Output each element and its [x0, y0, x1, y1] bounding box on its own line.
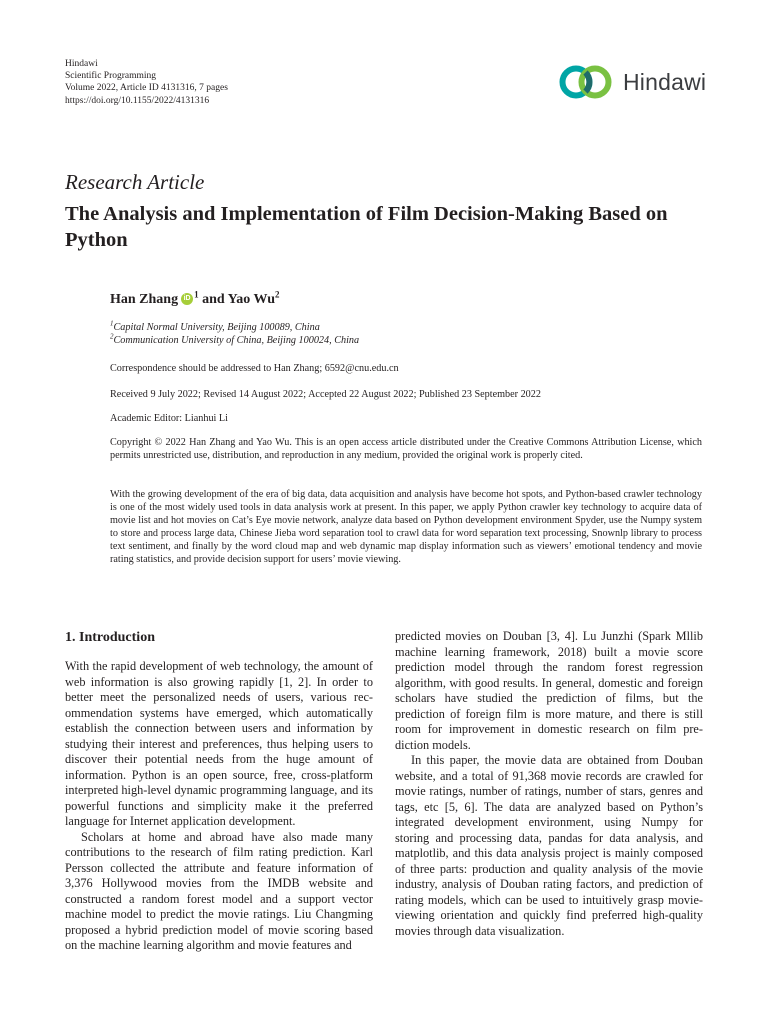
affiliation-marker: 2	[275, 289, 280, 300]
affiliation-marker: 1	[194, 289, 199, 300]
copyright-notice: Copyright © 2022 Han Zhang and Yao Wu. This is an open access article distributed under the Creative Commons Attribution License, which permits unrestricted use, distribution, and reproduction in any medium, provided the original work is properly cited.	[110, 437, 702, 461]
hindawi-logo-text: Hindawi	[623, 68, 707, 95]
journal-name: Scientific Programming	[65, 71, 157, 82]
body-column-right	[395, 629, 703, 939]
affiliation-line: $^2$Communication University of China, Beijing 100024, China	[110, 332, 360, 346]
volume-info: Volume 2022, Article ID 4131316, 7 pages	[65, 83, 228, 94]
section-heading: 1. Introduction	[65, 630, 155, 645]
author-name[interactable]: Yao Wu	[227, 292, 275, 307]
hindawi-logo	[557, 62, 706, 102]
author-separator: and	[198, 292, 228, 307]
affiliations	[110, 321, 702, 347]
paragraph: Scholars at home and abroad have also made many contributions to the research of film rating prediction. Karl Persson collected the attribute and feature information of 3,376 Hollywood movies from the IMDB website and constructed a random forest model and a support vector machine model to predict the movie ratings. Liu Changming proposed a hybrid prediction model of movie scoring based on the machine learning algorithm and movie features and	[65, 829, 373, 952]
hindawi-logo-icon	[557, 62, 615, 102]
affiliation-line: $^1$Capital Normal University, Beijing 100089, China	[110, 319, 320, 333]
orcid-icon[interactable]: iD	[181, 293, 193, 305]
publisher-name: Hindawi	[65, 59, 98, 69]
correspondence: Correspondence should be addressed to Han Zhang; 6592@cnu.edu.cn	[110, 363, 399, 374]
author-list	[110, 289, 280, 308]
body-column-left	[65, 659, 373, 954]
article-type: Research Article	[65, 170, 205, 194]
paragraph: With the rapid development of web technology, the amount of web information is also growing rapidly [1, 2]. In order to better meet the personalized needs of users, various rec- ommendation systems have emerged, which automatically establish the connection between users and information by studying their interest and preferences, thus helping users to discover their potential needs from the huge amount of information. Python is an open source, free, cross-platform interpreted high-level dynamic programming language, and its powerful functions and simplicity make it the preferred language for Internet application development.	[65, 659, 373, 828]
paragraph: In this paper, the movie data are obtained from Douban website, and a total of 91,368 movie records are crawled for movie ratings, number of ratings, number of stars, genres and tags, etc [5, 6]. The data are analyzed based on Python’s integrated development environment, using Numpy for storing and processing data, pandas for data analysis, and matplotlib, and this data analysis project is mainly composed of three parts: production and quality analysis of the movie industry, analysis of Douban rating factors, and prediction of rating models, which can be used to intuitively grasp movie-viewing orientation and quickly find preferred high-quality movies through data visualization.	[395, 753, 703, 938]
journal-meta	[65, 58, 228, 107]
author-name[interactable]: Han Zhang	[110, 292, 179, 307]
academic-editor: Academic Editor: Lianhui Li	[110, 413, 228, 424]
publication-dates: Received 9 July 2022; Revised 14 August 2022; Accepted 22 August 2022; Published 23 September 2022	[110, 389, 541, 400]
doi-link[interactable]: https://doi.org/10.1155/2022/4131316	[65, 95, 210, 106]
paragraph: predicted movies on Douban [3, 4]. Lu Junzhi (Spark Mllib machine learning framework, 2018) built a movie score prediction model through the random forest regression algorithm, with good results. In general, domestic and foreign scholars have studied the prediction of films, but the prediction of foreign film is more mature, and there is still room for improvement in domestic research on film pre- diction models.	[395, 629, 703, 752]
paper-title: The Analysis and Implementation of Film Decision-Making Based on Python	[65, 203, 668, 251]
abstract: With the growing development of the era of big data, data acquisition and analysis have become hot spots, and Python-based crawler technology is one of the most widely used tools in data analysis work at present. In this paper, we apply Python crawler key technology to acquire data of movie list and hot movies on Cat’s Eye movie network, analyze data based on Python development environment Spyder, use the Numpy system to store and process large data, Chinese Jieba word separation tool to crawl data for word separation text processing, Snownlp library to process text sentiment, and finally by the word cloud map and web dynamic map display information such as viewers’ emotional tendency and movie rating statistics, and provide decision support for users’ movie viewing.	[110, 489, 702, 565]
